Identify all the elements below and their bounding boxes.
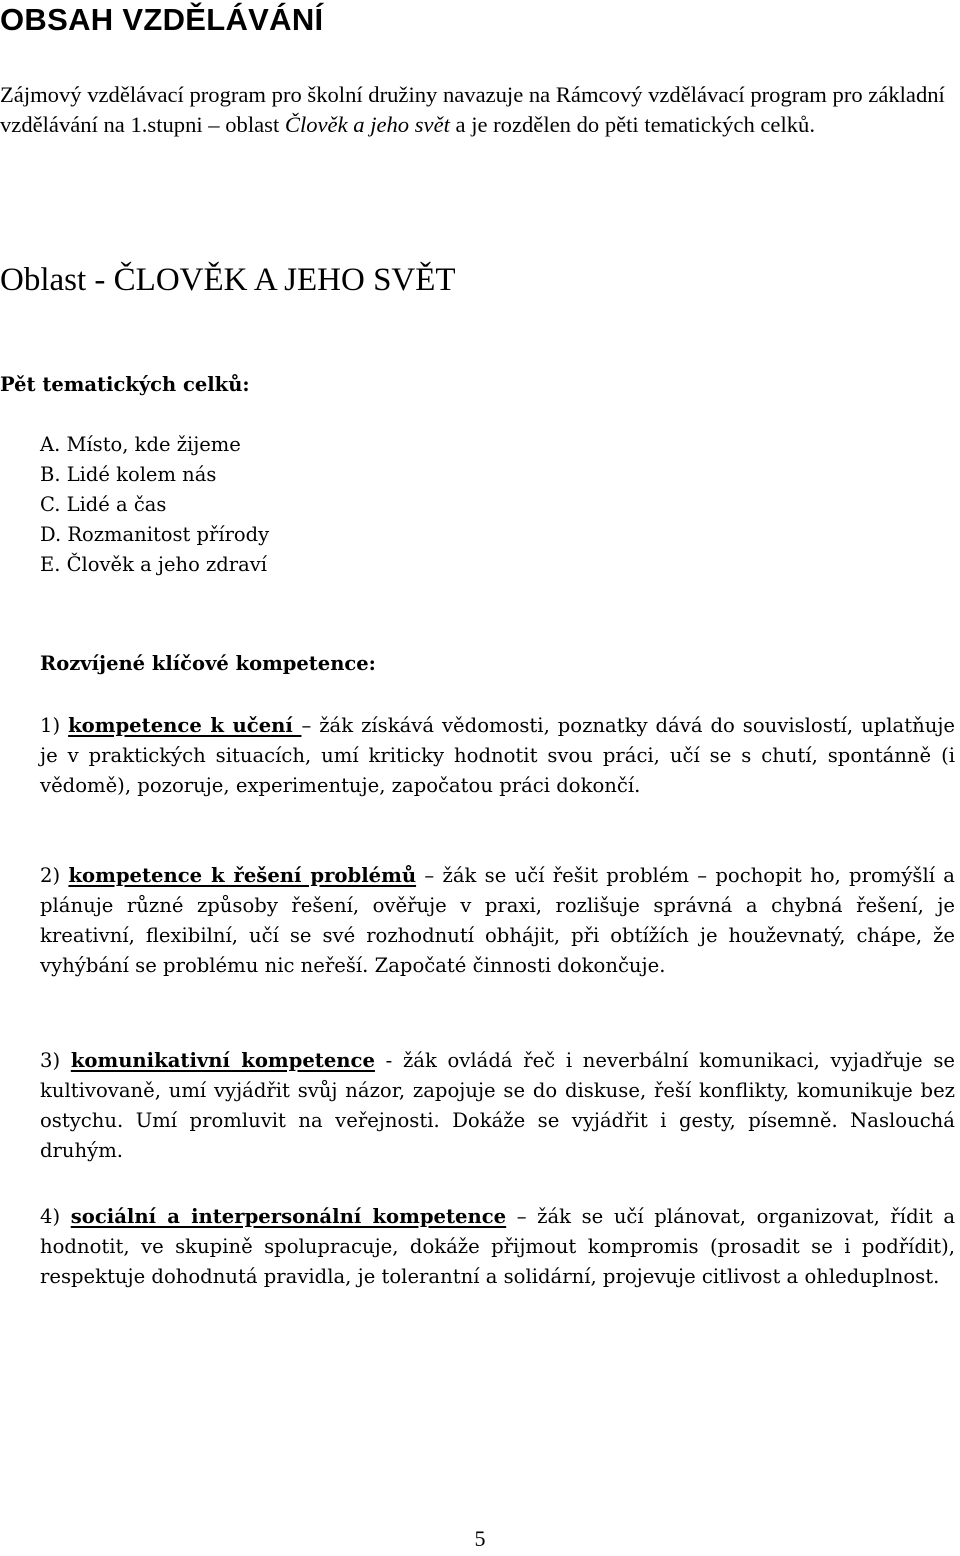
competence-paragraph <box>40 1202 955 1292</box>
list-item: A. Místo, kde žijeme <box>40 433 241 456</box>
list-item: C. Lidé a čas <box>40 493 167 516</box>
competence-number: 4) <box>40 1205 61 1228</box>
competence-term: sociální a interpersonální kompetence <box>70 1205 507 1228</box>
competence-description: – žák se učí řešit problém – pochopit ho, promýšlí a plánuje různé způsoby řešení, ověřuje v praxi, rozlišuje správná a chybná řešení, je kreativní, flexibilní, učí se své rozhodnutí obhájit, při obtížích je houževnatý, chápe, že vyhýbání se problému nic neřeší. Započaté činnosti dokončuje. <box>40 864 955 977</box>
list-item: D. Rozmanitost přírody <box>40 523 270 546</box>
competence-description: – žák se učí plánovat, organizovat, řídit a hodnotit, ve skupině spolupracuje, dokáže přijmout kompromis (prosadit se i podřídit), respektuje dohodnutá pravidla, je tolerantní a solidární, projevuje citlivost a ohleduplnost. <box>40 1205 956 1288</box>
intro-text: Zájmový vzdělávací program pro školní družiny navazuje na Rámcový vzdělávací program pro základní vzdělávání na 1.stupni – oblast <box>0 82 945 137</box>
units-heading: Pět tematických celků: <box>0 373 250 396</box>
competence-number: 1) <box>40 714 61 737</box>
competence-paragraph <box>40 1046 955 1166</box>
competence-number: 2) <box>40 864 61 887</box>
competences-heading: Rozvíjené klíčové kompetence: <box>40 652 376 675</box>
page-title: OBSAH VZDĚLÁVÁNÍ <box>0 2 324 37</box>
intro-emphasis: Člověk a jeho svět <box>284 112 450 137</box>
list-item: E. Člověk a jeho zdraví <box>40 553 267 576</box>
competence-description: - žák ovládá řeč i neverbální komunikaci, vyjadřuje se kultivovaně, umí vyjádřit svůj názor, zapojuje se do diskuse, řeší konflikty, komunikuje bez ostychu. Umí promluvit na veřejnosti. Dokáže se vyjádřit i gesty, písemně. Naslouchá druhým. <box>40 1049 955 1162</box>
competence-term: kompetence k řešení problémů <box>68 864 417 887</box>
page-number: 5 <box>474 1526 486 1551</box>
competence-description: – žák získává vědomosti, poznatky dává do souvislostí, uplatňuje je v praktických situacích, umí kriticky hodnotit svou práci, učí se s chutí, spontánně (i vědomě), pozoruje, experimentuje, započatou práci dokončí. <box>40 714 956 797</box>
competence-paragraph <box>40 861 955 981</box>
units-list <box>40 430 269 580</box>
competence-paragraph <box>40 711 955 801</box>
competence-term: komunikativní kompetence <box>70 1049 375 1072</box>
intro-paragraph <box>0 80 945 140</box>
competence-number: 3) <box>40 1049 61 1072</box>
area-title: Oblast - ČLOVĚK A JEHO SVĚT <box>0 262 456 298</box>
list-item: B. Lidé kolem nás <box>40 463 217 486</box>
intro-text-end: a je rozdělen do pěti tematických celků. <box>449 112 815 137</box>
competence-term: kompetence k učení <box>68 714 302 737</box>
